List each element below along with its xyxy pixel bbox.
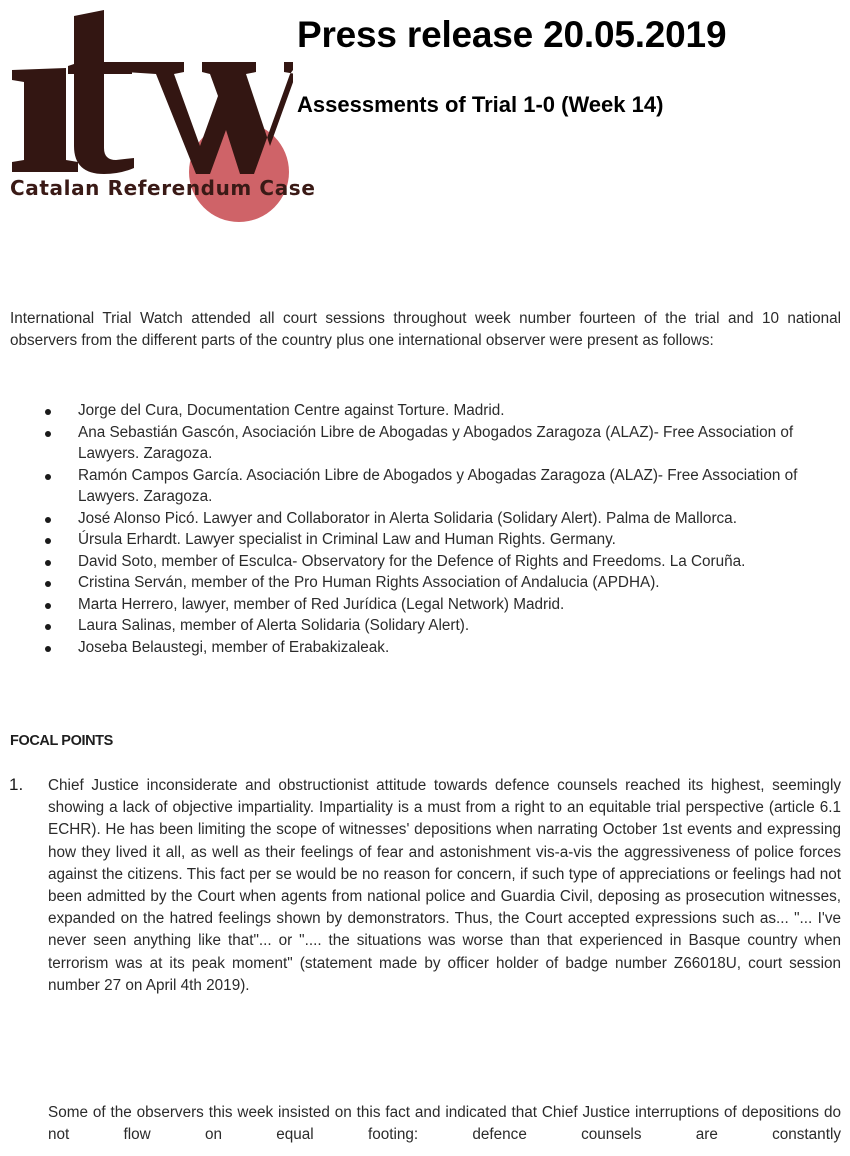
intro-paragraph: International Trial Watch attended all court sessions throughout week number fourteen of the trial and 10 national observers from the different parts of the country plus one international observer were present as follows: bbox=[10, 310, 841, 349]
observer-text: Marta Herrero, lawyer, member of Red Jurídica (Legal Network) Madrid. bbox=[78, 595, 565, 613]
bullet-icon bbox=[45, 517, 51, 523]
observer-text: Laura Salinas, member of Alerta Solidaria (Solidary Alert). bbox=[78, 617, 470, 634]
bullet-icon bbox=[45, 603, 51, 609]
logo-tagline: Catalan Referendum Case bbox=[10, 176, 316, 200]
observer-item bbox=[0, 422, 850, 465]
bullet-icon bbox=[45, 581, 51, 587]
observers-list bbox=[0, 400, 850, 658]
observer-item bbox=[0, 400, 850, 422]
focal-point-continuation: Some of the observers this week insisted on this fact and indicated that Chief Justice interruptions of depositions do not flow on equal footing: defence counsels are constantly bbox=[48, 1104, 841, 1144]
observer-text: Ramón Campos García. Asociación Libre de Abogados y Abogadas Zaragoza (ALAZ)- Free Association of Lawyers. Zaragoza. bbox=[78, 466, 798, 505]
observer-item bbox=[0, 594, 850, 616]
bullet-icon bbox=[45, 409, 51, 415]
bullet-icon bbox=[45, 474, 51, 480]
bullet-icon bbox=[45, 646, 51, 652]
observer-text: Úrsula Erhardt. Lawyer specialist in Criminal Law and Human Rights. Germany. bbox=[78, 531, 616, 548]
observer-text: Cristina Serván, member of the Pro Human Rights Association of Andalucia (APDHA). bbox=[78, 574, 660, 591]
observer-text: Jorge del Cura, Documentation Centre against Torture. Madrid. bbox=[78, 402, 505, 419]
bullet-icon bbox=[45, 560, 51, 566]
itw-logo bbox=[8, 8, 316, 230]
observer-item bbox=[0, 551, 850, 573]
bullet-icon bbox=[45, 624, 51, 630]
observer-item bbox=[0, 508, 850, 530]
focal-point-number: 1. bbox=[9, 775, 24, 794]
observer-item bbox=[0, 615, 850, 637]
focal-point-text: Chief Justice inconsiderate and obstructionist attitude towards defence counsels reached its highest, seemingly showing a lack of objective impartiality. Impartiality is a must from a right to an equitable trial perspective (article 6.1 ECHR). He has been limiting the scope of witnesses' depositions when narrating October 1st events and expressing how they lived it all, as well as their feelings of fear and astonishment vis-a-vis the aggressiveness of police forces against the citizens. This fact per se would be no reason for concern, if such type of appreciations or feelings had not been admitted by the Court when agents from national police and Guardia Civil, deposing as prosecution witnesses, expanded on the hatred feelings shown by demonstrators. Thus, the Court accepted expressions such as... "... I've never seen anything like that"... or ".... the situations was worse than that experienced in Basque country when terrorism was at its peak moment" (statement made by officer holder of badge number Z66018U, court session number 27 on April 4th 2019). bbox=[48, 777, 841, 994]
observer-item bbox=[0, 529, 850, 551]
observer-text: José Alonso Picó. Lawyer and Collaborator in Alerta Solidaria (Solidary Alert). Palma de Mallorca. bbox=[78, 509, 737, 527]
observer-text: David Soto, member of Esculca- Observatory for the Defence of Rights and Freedoms. La Coruña. bbox=[78, 552, 746, 570]
observer-item bbox=[0, 465, 850, 508]
observer-item bbox=[0, 637, 850, 659]
focal-points-heading: FOCAL POINTS bbox=[10, 733, 113, 749]
page-subtitle: Assessments of Trial 1-0 (Week 14) bbox=[297, 92, 664, 117]
observer-item bbox=[0, 572, 850, 594]
bullet-icon bbox=[45, 431, 51, 437]
observer-text: Joseba Belaustegi, member of Erabakizaleak. bbox=[78, 638, 390, 656]
bullet-icon bbox=[45, 538, 51, 544]
page-title: Press release 20.05.2019 bbox=[297, 14, 727, 55]
observer-text: Ana Sebastián Gascón, Asociación Libre de Abogadas y Abogados Zaragoza (ALAZ)- Free Association of Lawyers. Zaragoza. bbox=[78, 423, 794, 462]
